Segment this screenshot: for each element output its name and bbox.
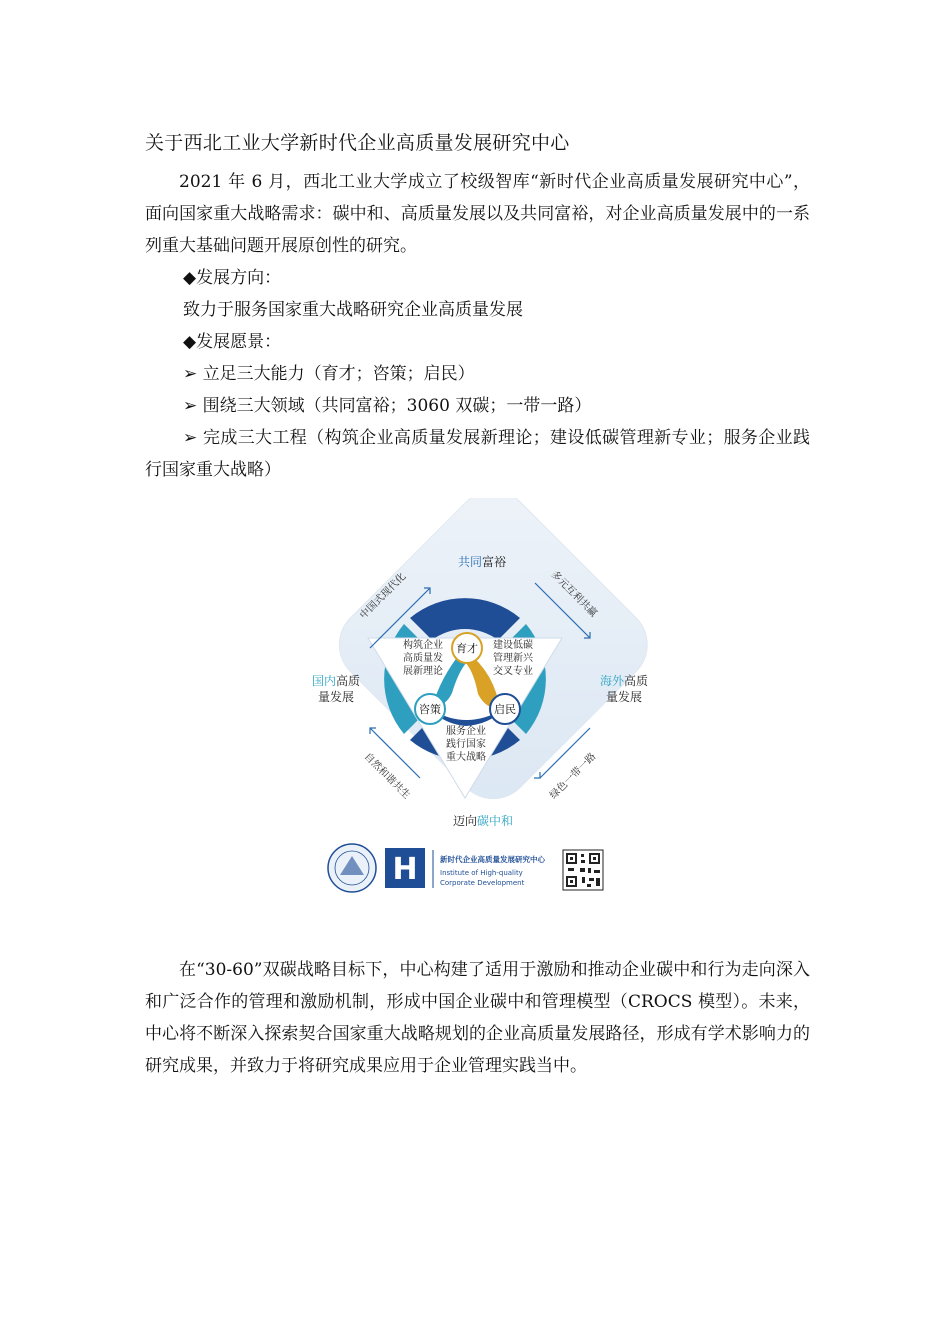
direction-heading: ◆发展方向： [183, 268, 282, 288]
label-right [600, 673, 648, 688]
tri-left-line: 构筑企业 [403, 640, 443, 651]
tri-bottom-line: 服务企业 [446, 726, 486, 737]
node-top-label: 育才 [456, 642, 478, 655]
label-bottom-suffix: 碳中和 [477, 814, 514, 828]
direction-text: 致力于服务国家重大战略研究企业高质量发展 [183, 300, 523, 320]
label-left-suffix: 高质 [336, 674, 361, 688]
institute-name-en: Corporate Development [440, 879, 525, 887]
outro-paragraph: 在“30-60”双碳战略目标下，中心构建了适用于激励和推动企业碳中和行为走向深入和广泛合作的管理和激励机制，形成中国企业碳中和管理模型（CROCS 模型）。未来，中心将不断深入探索契合国家重大战略规划的企业高质量发展路径，形成有学术影响力的研究成果，并致力于将研究成果应用于企业管理实践当中。 [145, 960, 810, 1076]
edge-bottom-left: 自然和谐共生 [361, 751, 412, 802]
intro-paragraph: 2021 年 6 月，西北工业大学成立了校级智库“新时代企业高质量发展研究中心”，面向国家重大战略需求：碳中和、高质量发展以及共同富裕，对企业高质量发展中的一系列重大基础问题开展原创性的研究。 [145, 172, 810, 256]
tri-right-line: 建设低碳 [493, 640, 533, 651]
page-title: 关于西北工业大学新时代企业高质量发展研究中心 [145, 132, 570, 154]
label-right-prefix: 海外 [599, 674, 624, 688]
vision-item: ➢ 立足三大能力（育才；咨策；启民） [183, 364, 475, 384]
vision-item: ➢ 围绕三大领域（共同富裕；3060 双碳；一带一路） [183, 396, 592, 416]
institute-logo-letter: H [392, 852, 418, 887]
node-left-label: 咨策 [419, 703, 441, 716]
strategy-diagram [290, 498, 670, 898]
label-right-suffix: 高质 [624, 674, 649, 688]
label-top-suffix: 富裕 [482, 555, 507, 569]
label-right-line2: 量发展 [605, 690, 643, 704]
institute-name-en: Institute of High-quality [440, 869, 523, 877]
label-left-prefix: 国内 [311, 674, 336, 688]
tri-left-line: 高质量发 [403, 653, 443, 664]
tri-right-line: 交叉专业 [493, 666, 533, 677]
edge-top-right: 多元互利共赢 [548, 569, 599, 620]
label-top-prefix: 共同 [457, 555, 482, 569]
label-bottom-prefix: 迈向 [452, 814, 477, 828]
vision-heading: ◆发展愿景： [183, 332, 282, 352]
tri-bottom-line: 践行国家 [446, 739, 486, 750]
tri-bottom-line: 重大战略 [446, 752, 486, 763]
institute-name-cn: 新时代企业高质量发展研究中心 [440, 855, 545, 864]
label-left [312, 673, 360, 688]
label-bottom [453, 813, 513, 828]
tri-left-line: 展新理论 [403, 666, 443, 677]
label-left-line2: 量发展 [317, 690, 355, 704]
label-top [458, 554, 506, 569]
vision-item: ➢ 完成三大工程（构筑企业高质量发展新理论；建设低碳管理新专业；服务企业践行国家重大战略） [145, 428, 810, 480]
tri-right-line: 管理新兴 [493, 653, 533, 664]
node-right-label: 启民 [494, 703, 516, 716]
qr-code-icon [563, 850, 603, 890]
edge-bottom-right: 绿色一带一路 [548, 751, 599, 802]
edge-top-left: 中国式现代化 [358, 571, 409, 622]
